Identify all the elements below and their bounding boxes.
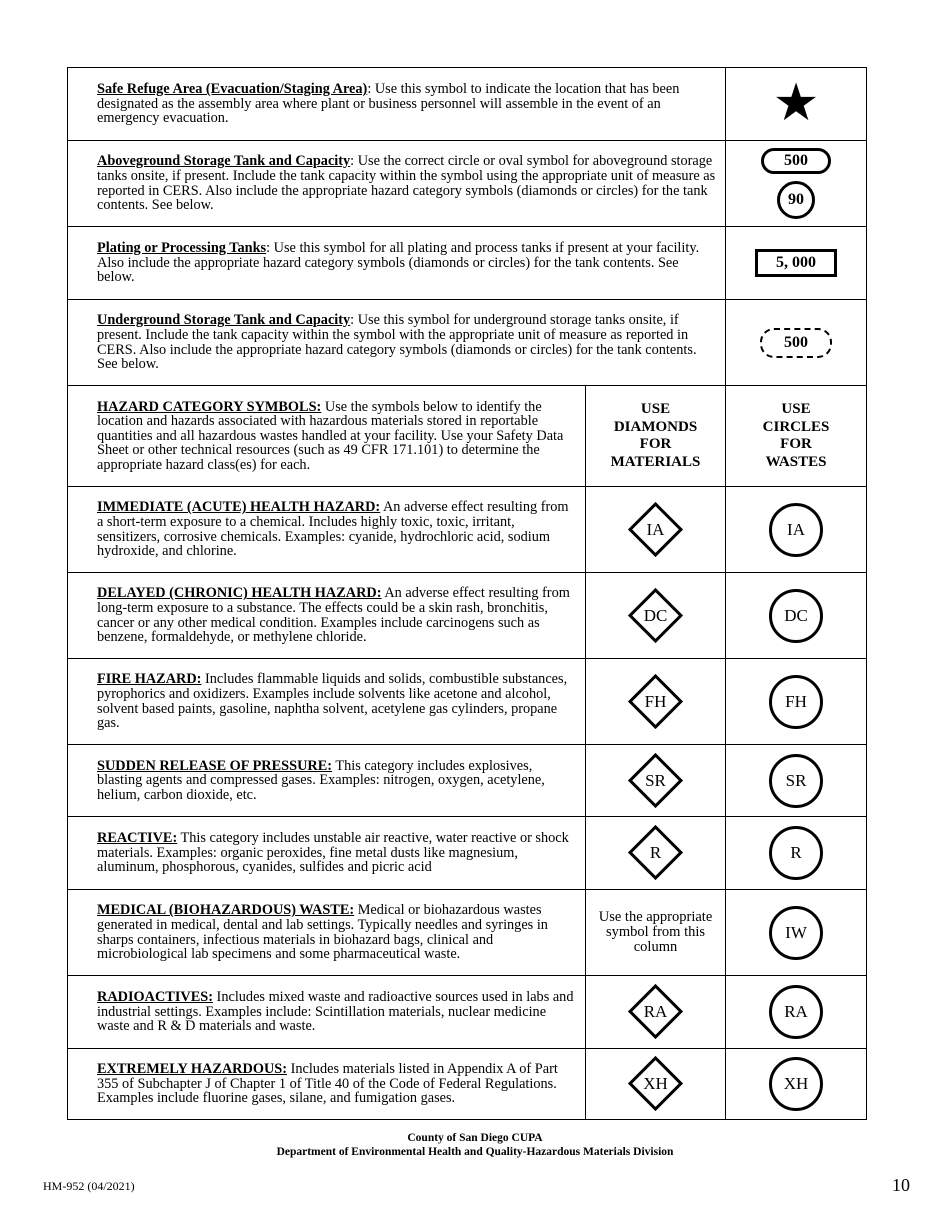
plating-tank-description bbox=[68, 227, 726, 300]
row-title: Aboveground Storage Tank and Capacity bbox=[97, 153, 351, 170]
table-row bbox=[68, 487, 867, 573]
dashed-oval-tank-symbol: 500 bbox=[760, 328, 832, 358]
diamond-symbol bbox=[625, 750, 687, 812]
circle-symbol: IA bbox=[769, 503, 823, 557]
hazard-description bbox=[68, 745, 586, 817]
row-title: RADIOACTIVES: bbox=[97, 989, 213, 1006]
star-symbol-cell bbox=[726, 68, 867, 141]
aboveground-tank-description bbox=[68, 141, 726, 227]
diamond-note-cell bbox=[586, 890, 726, 976]
row-title: HAZARD CATEGORY SYMBOLS: bbox=[97, 398, 322, 415]
hazard-description bbox=[68, 976, 586, 1049]
diamond-label: DC bbox=[643, 605, 668, 625]
hazard-header-row bbox=[68, 386, 867, 487]
page-number: 10 bbox=[892, 1175, 910, 1195]
underground-tank-symbol-cell bbox=[726, 300, 867, 386]
diamond-label: XH bbox=[643, 1074, 668, 1093]
diamond-symbol bbox=[625, 671, 687, 733]
row-text: : Use this symbol to indicate the location that has been designated as the assembly area where plant or business personnel will assemble in the event of an emergency evacuation. bbox=[97, 81, 680, 127]
circle-symbol: DC bbox=[769, 589, 823, 643]
underground-tank-description bbox=[68, 300, 726, 386]
row-title: SUDDEN RELEASE OF PRESSURE: bbox=[97, 757, 333, 774]
hazard-category-intro bbox=[68, 386, 586, 487]
star-icon: ★ bbox=[772, 75, 820, 132]
row-text: This category includes explosives, blasting agents and compressed gases. Examples: nitrogen, oxygen, acetylene, helium, carbon dioxide, etc. bbox=[97, 757, 545, 803]
row-title: MEDICAL (BIOHAZARDOUS) WASTE: bbox=[97, 902, 355, 919]
row-text: Includes materials listed in Appendix A of Part 355 of Subchapter J of Chapter 1 of Title 40 of the Code of Federal Regulations. Examples include fluorine gases, silane, and fumigation gases. bbox=[97, 1061, 558, 1107]
footer-agency: County of San Diego CUPA bbox=[407, 1132, 543, 1144]
diamond-note: Use the appropriate symbol from this column bbox=[598, 909, 713, 955]
row-title: EXTREMELY HAZARDOUS: bbox=[97, 1061, 287, 1078]
row-text: An adverse effect resulting from long-term exposure to a substance. The effects could be a skin rash, bronchitis, cancer or any other medical condition. Examples include carcinogens such as benzene, formaldehyde, or methylene chloride. bbox=[97, 585, 570, 646]
wastes-column-header bbox=[726, 386, 867, 487]
circle-symbol-cell bbox=[726, 745, 867, 817]
plating-tank-symbol-cell bbox=[726, 227, 867, 300]
table-row bbox=[68, 300, 867, 386]
hazard-description bbox=[68, 487, 586, 573]
table-row bbox=[68, 890, 867, 976]
diamond-symbol bbox=[625, 822, 687, 884]
circle-symbol-cell bbox=[726, 976, 867, 1049]
table-row bbox=[68, 68, 867, 141]
circle-tank-symbol: 90 bbox=[777, 181, 815, 219]
diamond-label: IA bbox=[646, 519, 665, 539]
circle-symbol: RA bbox=[769, 985, 823, 1039]
diamond-symbol-cell bbox=[586, 817, 726, 890]
hazard-description bbox=[68, 573, 586, 659]
table-row bbox=[68, 573, 867, 659]
diamond-label: RA bbox=[643, 1002, 668, 1021]
materials-header-label: USE DIAMONDS FOR MATERIALS bbox=[610, 401, 701, 470]
circle-symbol-cell bbox=[726, 659, 867, 745]
circle-symbol: SR bbox=[769, 754, 823, 808]
diamond-symbol-cell bbox=[586, 1049, 726, 1120]
row-title: Plating or Processing Tanks bbox=[97, 240, 267, 257]
diamond-symbol-cell bbox=[586, 573, 726, 659]
hazard-description bbox=[68, 1049, 586, 1120]
table-row bbox=[68, 976, 867, 1049]
row-text: : Use this symbol for underground storage tanks onsite, if present. Include the tank capacity within the symbol with the appropriate unit of measure as reported in CERS. Also include the appropriate hazard category symbols (diamonds or circles) for the tank contents. See below. bbox=[97, 312, 697, 373]
row-text: : Use the correct circle or oval symbol for aboveground storage tanks onsite, if present. Include the tank capacity within the symbol using the appropriate unit of measure as reported in CERS. Also include the appropriate hazard category symbols (diamonds or circles) for the tank contents. See below. bbox=[97, 153, 716, 214]
diamond-symbol bbox=[625, 499, 687, 561]
row-title: Underground Storage Tank and Capacity bbox=[97, 312, 351, 329]
row-text: An adverse effect resulting from a short-term exposure to a chemical. Includes highly toxic, toxic, irritant, sensitizers, corrosive chemicals. Examples: cyanide, hydrochloric acid, sodium hydroxide, and chlorine. bbox=[97, 499, 569, 560]
diamond-symbol bbox=[625, 585, 687, 647]
hazard-description bbox=[68, 659, 586, 745]
diamond-symbol-cell bbox=[586, 487, 726, 573]
diamond-symbol bbox=[625, 981, 687, 1043]
oval-tank-symbol: 500 bbox=[761, 148, 831, 174]
circle-symbol-cell bbox=[726, 1049, 867, 1120]
diamond-symbol bbox=[625, 1053, 687, 1115]
row-title: REACTIVE: bbox=[97, 830, 178, 847]
row-title: IMMEDIATE (ACUTE) HEALTH HAZARD: bbox=[97, 499, 381, 516]
row-text: Medical or biohazardous wastes generated in medical, dental and lab settings. Typically needles and syringes in sharps containers, infectious materials in biohazard bags, clinical and microbiological lab specimens and some pharmaceutical waste. bbox=[97, 902, 548, 963]
table-row bbox=[68, 745, 867, 817]
row-text: Includes mixed waste and radioactive sources used in labs and industrial settings. Examples include: Scintillation materials, nuclear medicine waste and R & D materials and waste. bbox=[97, 989, 574, 1035]
table-row bbox=[68, 141, 867, 227]
safe-refuge-description bbox=[68, 68, 726, 141]
circle-symbol: FH bbox=[769, 675, 823, 729]
diamond-label: FH bbox=[644, 691, 667, 711]
circle-symbol-cell bbox=[726, 890, 867, 976]
diamond-symbol-cell bbox=[586, 976, 726, 1049]
circle-symbol: XH bbox=[769, 1057, 823, 1111]
footer-department: Department of Environmental Health and Quality-Hazardous Materials Division bbox=[276, 1146, 674, 1158]
aboveground-tank-symbols bbox=[726, 141, 867, 227]
diamond-label: R bbox=[649, 843, 662, 862]
materials-column-header bbox=[586, 386, 726, 487]
table-row bbox=[68, 659, 867, 745]
table-row bbox=[68, 817, 867, 890]
diamond-symbol-cell bbox=[586, 745, 726, 817]
row-title: FIRE HAZARD: bbox=[97, 671, 202, 688]
row-title: Safe Refuge Area (Evacuation/Staging Area) bbox=[97, 81, 368, 98]
form-number: HM-952 (04/2021) bbox=[43, 1179, 135, 1193]
table-row bbox=[68, 1049, 867, 1120]
circle-symbol-cell bbox=[726, 817, 867, 890]
wastes-header-label: USE CIRCLES FOR WASTES bbox=[762, 401, 830, 470]
diamond-symbol-cell bbox=[586, 659, 726, 745]
symbol-legend-table bbox=[67, 67, 867, 1120]
hazard-description bbox=[68, 890, 586, 976]
table-row bbox=[68, 227, 867, 300]
row-title: DELAYED (CHRONIC) HEALTH HAZARD: bbox=[97, 585, 382, 602]
row-text: Use the symbols below to identify the location and hazards associated with hazardous materials stored in reportable quantities and all hazardous wastes handled at your facility. Use your Safety Data Sheet or other technical resources (such as 49 CFR 171.101) to determine the appropriate hazard class(es) for each. bbox=[97, 398, 564, 473]
row-text: Includes flammable liquids and solids, combustible substances, pyrophorics and oxidizers. Examples include solvents like acetone and alcohol, solvent based paints, gasoline, naphtha solvent, acetylene gas cylinders, propane gas. bbox=[97, 671, 568, 732]
row-text: This category includes unstable air reactive, water reactive or shock materials. Examples: organic peroxides, fine metal dusts like magnesium, aluminum, phosphorous, cyanides, sulfides and picric acid bbox=[97, 830, 569, 876]
hazard-description bbox=[68, 817, 586, 890]
row-text: : Use this symbol for all plating and process tanks if present at your facility. Also include the appropriate hazard category symbols (diamonds or circles) for the tank contents. See below. bbox=[97, 240, 700, 286]
circle-symbol-cell bbox=[726, 487, 867, 573]
diamond-label: SR bbox=[645, 770, 666, 790]
circle-symbol: IW bbox=[769, 906, 823, 960]
rectangle-tank-symbol: 5, 000 bbox=[755, 249, 837, 277]
circle-symbol: R bbox=[769, 826, 823, 880]
circle-symbol-cell bbox=[726, 573, 867, 659]
